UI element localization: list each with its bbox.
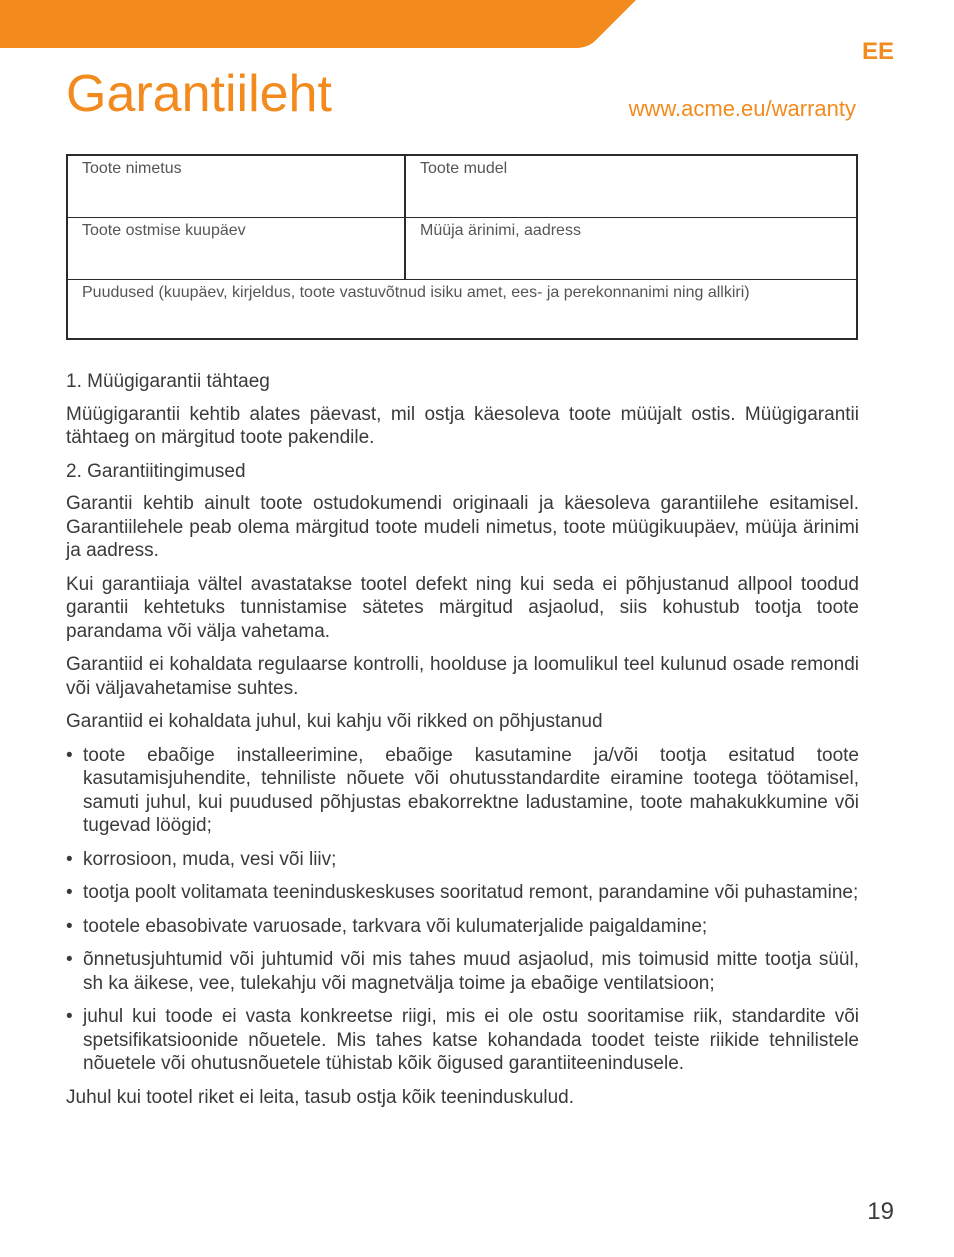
warranty-form-table <box>66 154 858 340</box>
list-item-text: tootja poolt volitamata teeninduskeskuses sooritatud remont, parandamine või puhastamine; <box>83 882 859 903</box>
section-1-text: Müügigarantii kehtib alates päevast, mil ostja käesoleva toote müüjalt ostis. Müügigarantii tähtaeg on märgitud toote pakendile. <box>66 403 859 448</box>
list-item <box>66 848 859 872</box>
seller-field: Müüja ärinimi, aadress <box>406 218 856 280</box>
language-code: EE <box>861 38 894 65</box>
list-item <box>66 915 859 939</box>
bullet-marker: • <box>66 848 73 870</box>
list-item-text: toote ebaõige installeerimine, ebaõige kasutamine ja/või tootja esitatud toote kasutamisjuhendite, tehniliste nõuete või ohutusstandardite eiramine tootega töötamisel, samuti juhul, kui puudused põhjustas ebakorrektne ladustamine, toote mahakukkumine või tugevad löögid; <box>83 744 859 836</box>
page-title: Garantiileht <box>66 65 332 123</box>
bullet-marker: • <box>66 882 73 903</box>
list-item <box>66 744 859 838</box>
product-name-field: Toote nimetus <box>68 156 406 218</box>
paragraph-2: Kui garantiiaja vältel avastatakse tootel defekt ning kui seda ei põhjustanud allpool toodud garantii kehtetuks tunnistamise sätetes märgitud asjaolud, siis kohustub tootja toote parandama või välja vahetama. <box>66 573 859 642</box>
defects-field: Puudused (kuupäev, kirjeldus, toote vastuvõtnud isiku amet, ees- ja perekonnanimi ning allkiri) <box>82 284 750 301</box>
list-item <box>66 1005 859 1076</box>
product-model-field: Toote mudel <box>406 156 856 218</box>
warranty-url: www.acme.eu/warranty <box>628 96 856 121</box>
paragraph-3: Garantiid ei kohaldata regulaarse kontrolli, hoolduse ja loomulikul teel kulunud osade remondi või väljavahetamise suhtes. <box>66 654 859 699</box>
bullet-marker: • <box>66 915 73 937</box>
list-item-text: juhul kui toode ei vasta konkreetse riigi, mis ei ole ostu sooritamise riik, standardite või spetsifikatsioonide nõuetele. Mis tahes katse kohandada toodet teiste riikide tehnilistele nõuetele või ohutusnõuetele tühistab kõik õigused garantiiteenindusele. <box>83 1006 859 1074</box>
closing-paragraph: Juhul kui tootel riket ei leita, tasub ostja kõik teeninduskulud. <box>66 1086 575 1108</box>
list-item-text: õnnetusjuhtumid või juhtumid või mis tahes muud asjaolud, mis toimusid mitte tootja süül, sh ka äikese, vee, tulekahju või magnetvälja toime ja ebaõige ventilatsioon; <box>83 949 859 994</box>
paragraph-1: Garantii kehtib ainult toote ostudokumendi originaali ja käesoleva garantiilehe esitamisel. Garantiilehele peab olema märgitud toote mudeli nimetus, toote müügikuupäev, müüja ärinimi ja aadress. <box>66 493 859 561</box>
exclusions-list <box>66 744 859 1076</box>
warranty-terms <box>66 370 859 1119</box>
orange-header-bar <box>0 0 640 48</box>
list-item-text: korrosioon, muda, vesi või liiv; <box>83 848 337 870</box>
purchase-date-field: Toote ostmise kuupäev <box>68 218 406 280</box>
paragraph-4: Garantiid ei kohaldata juhul, kui kahju või rikked on põhjustanud <box>66 711 603 732</box>
section-heading-1: 1. Müügigarantii tähtaeg <box>66 371 270 392</box>
bullet-marker: • <box>66 1006 73 1027</box>
bullet-marker: • <box>66 949 73 970</box>
page-number: 19 <box>867 1198 894 1225</box>
list-item-text: tootele ebasobivate varuosade, tarkvara või kulumaterjalide paigaldamine; <box>83 915 708 937</box>
list-item <box>66 948 859 995</box>
section-heading-2: 2. Garantiitingimused <box>66 460 246 482</box>
list-item <box>66 881 859 905</box>
bullet-marker: • <box>66 744 73 766</box>
